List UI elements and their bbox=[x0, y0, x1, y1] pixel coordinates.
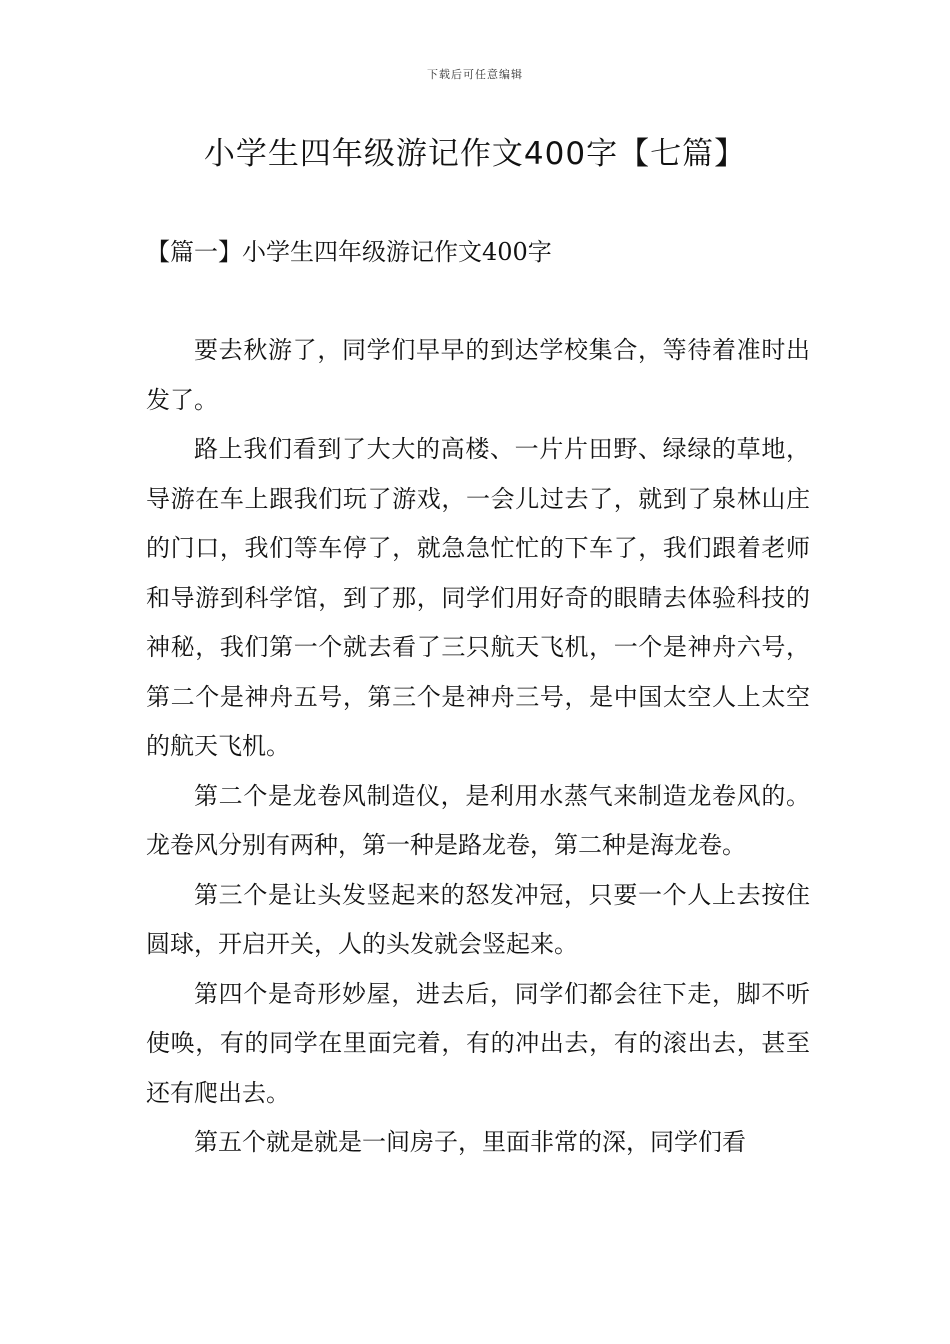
document-title: 小学生四年级游记作文400字【七篇】 bbox=[203, 136, 747, 172]
header-note: 下载后可任意编辑 bbox=[427, 68, 523, 81]
paragraph: 要去秋游了，同学们早早的到达学校集合，等待着准时出发了。 bbox=[146, 336, 810, 414]
paragraph: 第二个是龙卷风制造仪，是利用水蒸气来制造龙卷风的。龙卷风分别有两种，第一种是路龙卷，第二种是海龙卷。 bbox=[146, 781, 810, 859]
paragraph: 路上我们看到了大大的高楼、一片片田野、绿绿的草地，导游在车上跟我们玩了游戏，一会儿过去了，就到了泉林山庄的门口，我们等车停了，就急急忙忙的下车了，我们跟着老师和导游到科学馆，到了那，同学们用好奇的眼睛去体验科技的神秘，我们第一个就去看了三只航天飞机，一个是神舟六号，第二个是神舟五号，第三个是神舟三号，是中国太空人上太空的航天飞机。 bbox=[146, 435, 810, 760]
paragraph: 第四个是奇形妙屋，进去后，同学们都会往下走，脚不听使唤，有的同学在里面完着，有的冲出去，有的滚出去，甚至还有爬出去。 bbox=[146, 979, 810, 1107]
paragraph: 第五个就是就是一间房子，里面非常的深，同学们看 bbox=[194, 1128, 746, 1156]
section-heading: 【篇一】小学生四年级游记作文400字 bbox=[146, 238, 552, 266]
essay-body bbox=[146, 326, 810, 1168]
paragraph: 第三个是让头发竖起来的怒发冲冠，只要一个人上去按住圆球，开启开关，人的头发就会竖起来。 bbox=[146, 880, 810, 958]
